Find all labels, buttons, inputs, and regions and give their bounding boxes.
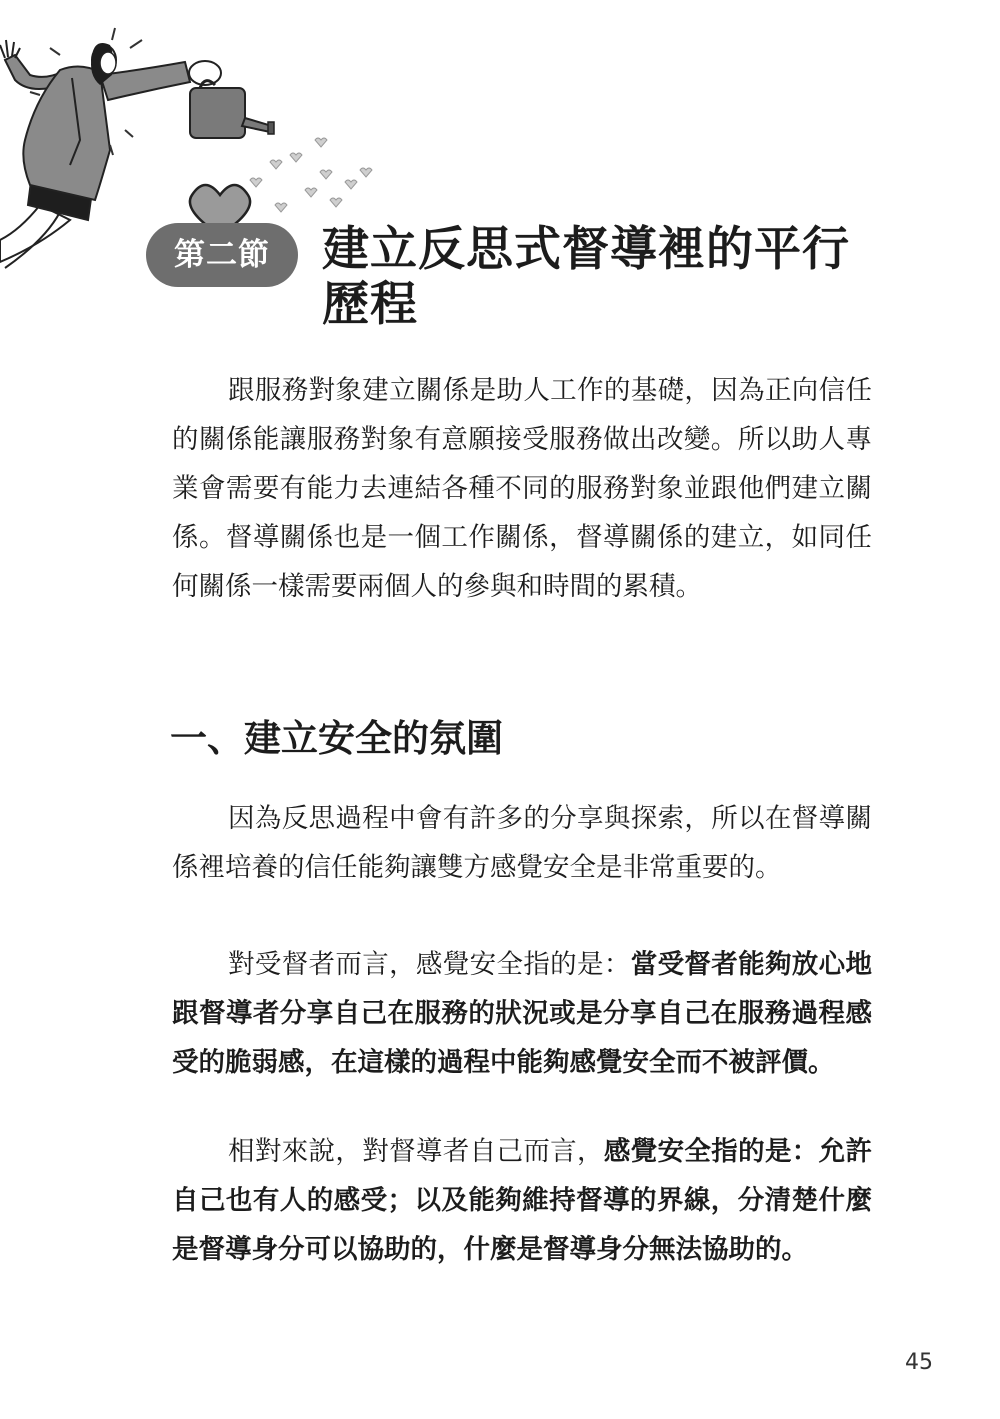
paragraph-2-plain: 對受督者而言，感覺安全指的是： xyxy=(228,949,631,980)
subsection-heading: 一、建立安全的氛圍 xyxy=(170,716,503,760)
paragraph-1: 因為反思過程中會有許多的分享與探索，所以在督導關係裡培養的信任能夠讓雙方感覺安全是非常重要的。 xyxy=(172,803,872,883)
paragraph-2 xyxy=(172,940,872,1087)
section-number-badge: 第二節 xyxy=(146,223,298,287)
intro-paragraph: 跟服務對象建立關係是助人工作的基礎，因為正向信任的關係能讓服務對象有意願接受服務做出改變。所以助人專業會需要有能力去連結各種不同的服務對象並跟他們建立關係。督導關係也是一個工作關係，督導關係的建立，如同任何關係一樣需要兩個人的參與和時間的累積。 xyxy=(172,375,872,602)
section-title: 建立反思式督導裡的平行歷程 xyxy=(322,222,850,332)
paragraph-3-plain: 相對來說，對督導者自己而言， xyxy=(228,1136,604,1167)
paragraph-2-bold: 當受督者能夠放心地跟督導者分享自己在服務的狀況或是分享自己在服務過程感受的脆弱感，在這樣的過程中能夠感覺安全而不被評價。 xyxy=(172,949,873,1078)
page-number: 45 xyxy=(905,1350,933,1375)
paragraph-3 xyxy=(172,1127,872,1274)
paragraph-3-bold: 感覺安全指的是：允許自己也有人的感受；以及能夠維持督導的界線，分清楚什麼是督導身分可以協助的，什麼是督導身分無法協助的。 xyxy=(172,1136,873,1265)
